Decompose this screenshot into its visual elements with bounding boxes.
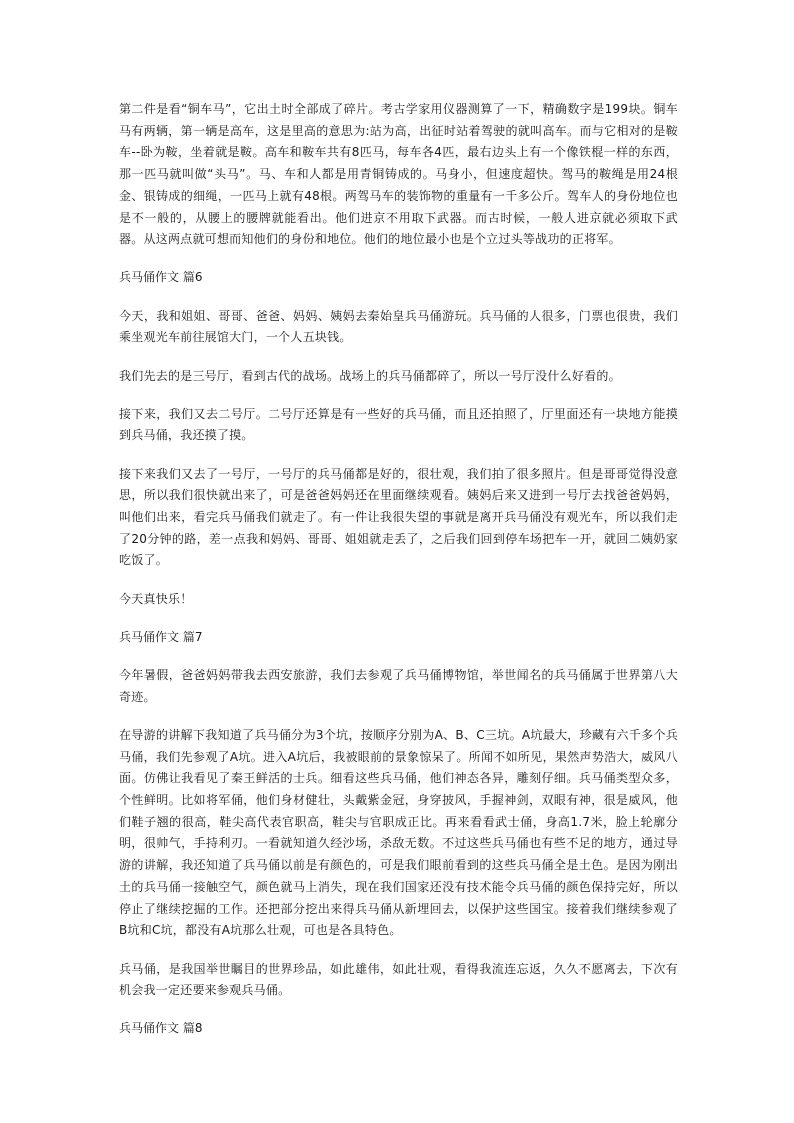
paragraph: 今天真快乐！ (119, 591, 193, 606)
paragraph: 今天，我和姐姐、哥哥、爸爸、妈妈、姨妈去秦始皇兵马俑游玩。兵马俑的人很多，门票也很贵，我们乘坐观光车前往展馆大门，一个人五块钱。 (119, 308, 678, 345)
section-heading: 兵马俑作文 篇7 (119, 629, 203, 644)
paragraph: 今年暑假，爸爸妈妈带我去西安旅游，我们去参观了兵马俑博物馆，举世闻名的兵马俑属于世界第八大奇迹。 (119, 668, 678, 704)
paragraph: 兵马俑，是我国举世瞩目的世界珍品，如此雄伟，如此壮观，看得我流连忘返，久久不愿离去，下次有机会我一定还要来参观兵马俑。 (119, 961, 678, 998)
paragraph: 接下来我们又去了一号厅，一号厅的兵马俑都是好的，很壮观，我们拍了很多照片。但是哥哥觉得没意思，所以我们很快就出来了，可是爸爸妈妈还在里面继续观看。姨妈后来又进到一号厅去找爸爸妈妈，叫他们出来，看完兵马俑我们就走了。有一件让我很失望的事就是离开兵马俑没有观光车，所以我们走了20分钟的路，差一点我和妈妈、哥哥、姐姐就走丢了，之后我们回到停车场把车一开，就回二姨奶家吃饭了。 (119, 466, 678, 568)
paragraph: 在导游的讲解下我知道了兵马俑分为3个坑，按顺序分别为A、B、C三坑。A坑最大，珍藏有六千多个兵马俑，我们先参观了A坑。进入A坑后，我被眼前的景象惊呆了。所闻不如所见，果然声势浩大，威风八面。仿佛让我看见了秦王鲜活的士兵。细看这些兵马俑，他们神态各异，雕刻仔细。兵马俑类型众多，个性鲜明。比如将军俑，他们身材健壮，头戴紫金冠，身穿披风，手握神剑，双眼有神，很是威风，他们鞋子翘的很高，鞋尖高代表官职高，鞋尖与官职成正比。再来看看武士俑，身高1.7米，脸上轮廓分明，很帅气，手持利刃。一看就知道久经沙场，杀敌无数。不过这些兵马俑也有些不足的地方，通过导游的讲解，我还知道了兵马俑以前是有颜色的，可是我们眼前看到的这些兵马俑全是土色。是因为刚出土的兵马俑一接触空气，颜色就马上消失，现在我们国家还没有技术能令兵马俑的颜色保持完好，所以停止了继续挖掘的工作。还把部分挖出来得兵马俑从新埋回去，以保护这些国宝。接着我们继续参观了B坑和C坑，都没有A坑那么壮观，可也是各具特色。 (119, 727, 678, 938)
paragraph: 接下来，我们又去二号厅。二号厅还算是有一些好的兵马俑，而且还拍照了，厅里面还有一块地方能摸到兵马俑，我还摸了摸。 (119, 406, 678, 443)
paragraph: 我们先去的是三号厅，看到古代的战场。战场上的兵马俑都碎了，所以一号厅没什么好看的。 (119, 368, 621, 383)
document-page (119, 99, 678, 1057)
paragraph: 第二件是看“铜车马”，它出土时全部成了碎片。考古学家用仪器测算了一下，精确数字是199块。铜车马有两辆，第一辆是高车，这是里高的意思为:站为高，出征时站着驾驶的就叫高车。而与它相对的是鞍车--卧为鞍，坐着就是鞍。高车和鞍车共有8匹马，每车各4匹，最右边头上有一个像铁棍一样的东西，那一匹马就叫做“头马”。马、车和人都是用青铜铸成的。马身小，但速度超快。驾马的鞍绳是用24根金、银铸成的细绳，一匹马上就有48根。两驾马车的装饰物的重量有一千多公斤。驾车人的身份地位也是不一般的，从腰上的腰牌就能看出。他们进京不用取下武器。而古时候，一般人进京就必须取下武器。从这两点就可想而知他们的身份和地位。他们的地位最小也是个立过头等战功的正将军。 (119, 102, 678, 247)
section-heading: 兵马俑作文 篇8 (119, 1021, 203, 1036)
section-heading: 兵马俑作文 篇6 (119, 270, 203, 285)
